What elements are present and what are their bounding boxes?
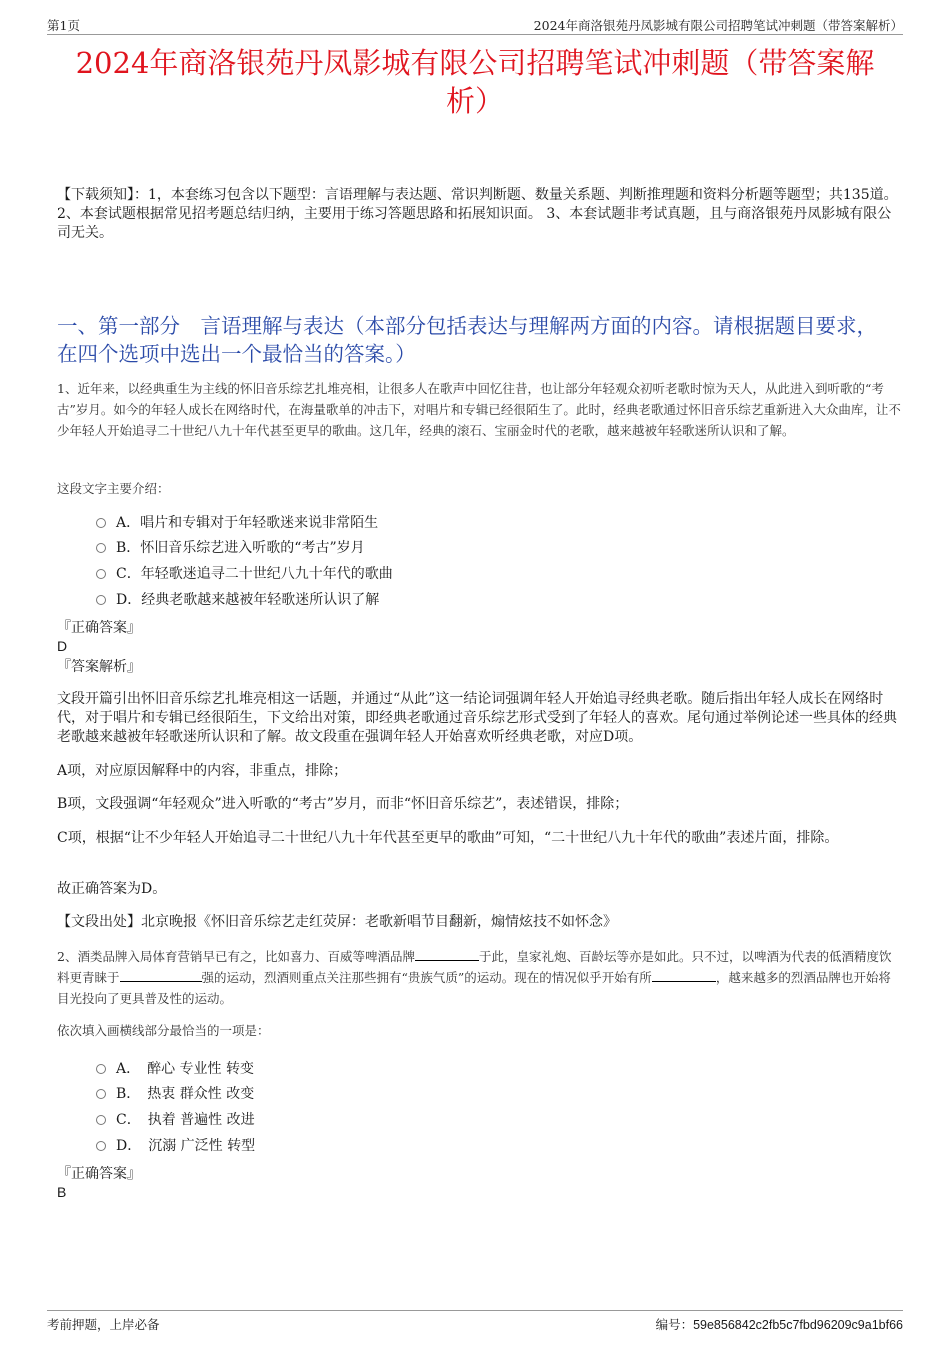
- q2-prompt: 依次填入画横线部分最恰当的一项是：: [57, 1023, 270, 1038]
- fill-blank-3: [652, 971, 716, 982]
- q1-answer-label: 『正确答案』: [57, 620, 141, 636]
- q1-note-b: B项，文段强调“年轻观众”进入听歌的“考古”岁月，而非“怀旧音乐综艺”，表述错误，排除；: [57, 796, 629, 812]
- q2-option-b[interactable]: [96, 1085, 254, 1103]
- footer-code-label: 编号：: [655, 1317, 694, 1332]
- download-notice: 【下载须知】：1，本套练习包含以下题型：言语理解与表达题、常识判断题、数量关系题、判断推理题和资料分析题等题型；共135道。 2、本套试题根据常见招考题总结归纳，主要用于练习答题思路和拓展知识面。 3、本套试题非考试真题，且与商洛银苑丹凤影城有限公司无关。: [57, 187, 898, 241]
- q1-option-a[interactable]: [96, 514, 378, 532]
- fill-blank-1: [415, 950, 479, 961]
- footer-slogan: 考前押题，上岸必备: [47, 1317, 160, 1332]
- option-text: A． 醉心 专业性 转变: [116, 1061, 255, 1077]
- option-text: B． 热衷 群众性 改变: [116, 1086, 255, 1102]
- title-line-2: 析）: [445, 84, 504, 118]
- radio-icon[interactable]: [96, 543, 106, 553]
- q1-option-c[interactable]: [96, 565, 393, 583]
- section-heading: 一、第一部分 言语理解与表达（本部分包括表达与理解两方面的内容。请根据题目要求，在四个选项中选出一个最恰当的答案。）: [57, 314, 877, 366]
- q1-source: 【文段出处】北京晚报《怀旧音乐综艺走红荧屏：老歌新唱节目翻新，煽情炫技不如怀念》: [57, 914, 617, 930]
- page-header: [47, 14, 903, 35]
- radio-icon[interactable]: [96, 1064, 106, 1074]
- option-text: C．年轻歌迷追寻二十世纪八九十年代的歌曲: [116, 566, 393, 582]
- title-line-1: 2024年商洛银苑丹凤影城有限公司招聘笔试冲刺题（带答案解: [75, 46, 875, 80]
- q1-analysis-label: 『答案解析』: [57, 659, 141, 675]
- footer-code-value: 59e856842c2fb5c7fbd96209c9a1bf66: [693, 1318, 903, 1332]
- q2-stem-part: 于此，皇家礼炮、百龄坛等亦是如此。只不过，以啤酒为代表的低酒精度饮料更青睐于: [57, 949, 892, 985]
- option-text: D．经典老歌越来越被年轻歌迷所认识了解: [116, 592, 380, 608]
- radio-icon[interactable]: [96, 1141, 106, 1151]
- option-text: D． 沉溺 广泛性 转型: [116, 1138, 256, 1154]
- q1-note-c: C项，根据“让不少年轻人开始追寻二十世纪八九十年代甚至更早的歌曲”可知，“二十世纪八九十年代的歌曲”表述片面，排除。: [57, 830, 839, 846]
- q2-stem: [57, 946, 903, 1009]
- radio-icon[interactable]: [96, 569, 106, 579]
- option-text: C． 执着 普遍性 改进: [116, 1112, 255, 1128]
- option-text: A．唱片和专辑对于年轻歌迷来说非常陌生: [116, 515, 379, 531]
- q2-option-c[interactable]: [96, 1111, 255, 1129]
- header-doc-title: 2024年商洛银苑丹凤影城有限公司招聘笔试冲刺题（带答案解析）: [533, 18, 903, 33]
- q1-stem: 1、近年来，以经典重生为主线的怀旧音乐综艺扎堆亮相，让很多人在歌声中回忆往昔，也让部分年轻观众初听老歌时惊为天人，从此进入到听歌的“考古”岁月。如今的年轻人成长在网络时代，在海量歌单的冲击下，对唱片和专辑已经很陌生了。此时，经典老歌通过怀旧音乐综艺重新进入大众曲库，让不少年轻人开始追寻二十世纪八九十年代甚至更早的歌曲。这几年，经典的滚石、宝丽金时代的老歌，越来越被年轻歌迷所认识和了解。: [57, 381, 901, 438]
- document-title: [40, 44, 910, 120]
- radio-icon[interactable]: [96, 595, 106, 605]
- page-number: 第1页: [47, 18, 80, 33]
- q2-option-a[interactable]: [96, 1060, 254, 1078]
- q1-option-d[interactable]: [96, 591, 379, 609]
- q1-prompt: 这段文字主要介绍：: [57, 481, 170, 496]
- fill-blank-2: [120, 971, 202, 982]
- radio-icon[interactable]: [96, 1089, 106, 1099]
- q1-analysis: 文段开篇引出怀旧音乐综艺扎堆亮相这一话题，并通过“从此”这一结论词强调年轻人开始追寻经典老歌。随后指出年轻人成长在网络时代，对于唱片和专辑已经很陌生，下文给出对策，即经典老歌通过音乐综艺形式受到了年轻人的喜欢。尾句通过举例论述一些具体的经典老歌越来越被年轻歌迷所认识和了解。故文段重在强调年轻人开始喜欢听经典老歌，对应D项。: [57, 691, 897, 745]
- radio-icon[interactable]: [96, 518, 106, 528]
- q2-answer: B: [57, 1184, 67, 1200]
- radio-icon[interactable]: [96, 1115, 106, 1125]
- q2-stem-part: 强的运动，烈酒则重点关注那些拥有“贵族气质”的运动。现在的情况似乎开始有所: [201, 970, 652, 985]
- q1-note-a: A项，对应原因解释中的内容，非重点，排除；: [57, 763, 348, 779]
- q2-stem-part: ，越来越多的烈酒品牌也开始将目光投向了更具普及性的运动。: [57, 970, 891, 1006]
- option-text: B．怀旧音乐综艺进入听歌的“考古”岁月: [116, 540, 365, 556]
- q1-option-b[interactable]: [96, 539, 365, 557]
- q2-stem-part: 2、酒类品牌入局体育营销早已有之，比如喜力、百威等啤酒品牌: [57, 949, 415, 964]
- q2-option-d[interactable]: [96, 1137, 255, 1155]
- q2-answer-label: 『正确答案』: [57, 1166, 141, 1182]
- footer-code: [656, 1315, 903, 1333]
- page-footer: [47, 1310, 903, 1339]
- q1-conclusion: 故正确答案为D。: [57, 881, 167, 897]
- q1-answer: D: [57, 638, 68, 654]
